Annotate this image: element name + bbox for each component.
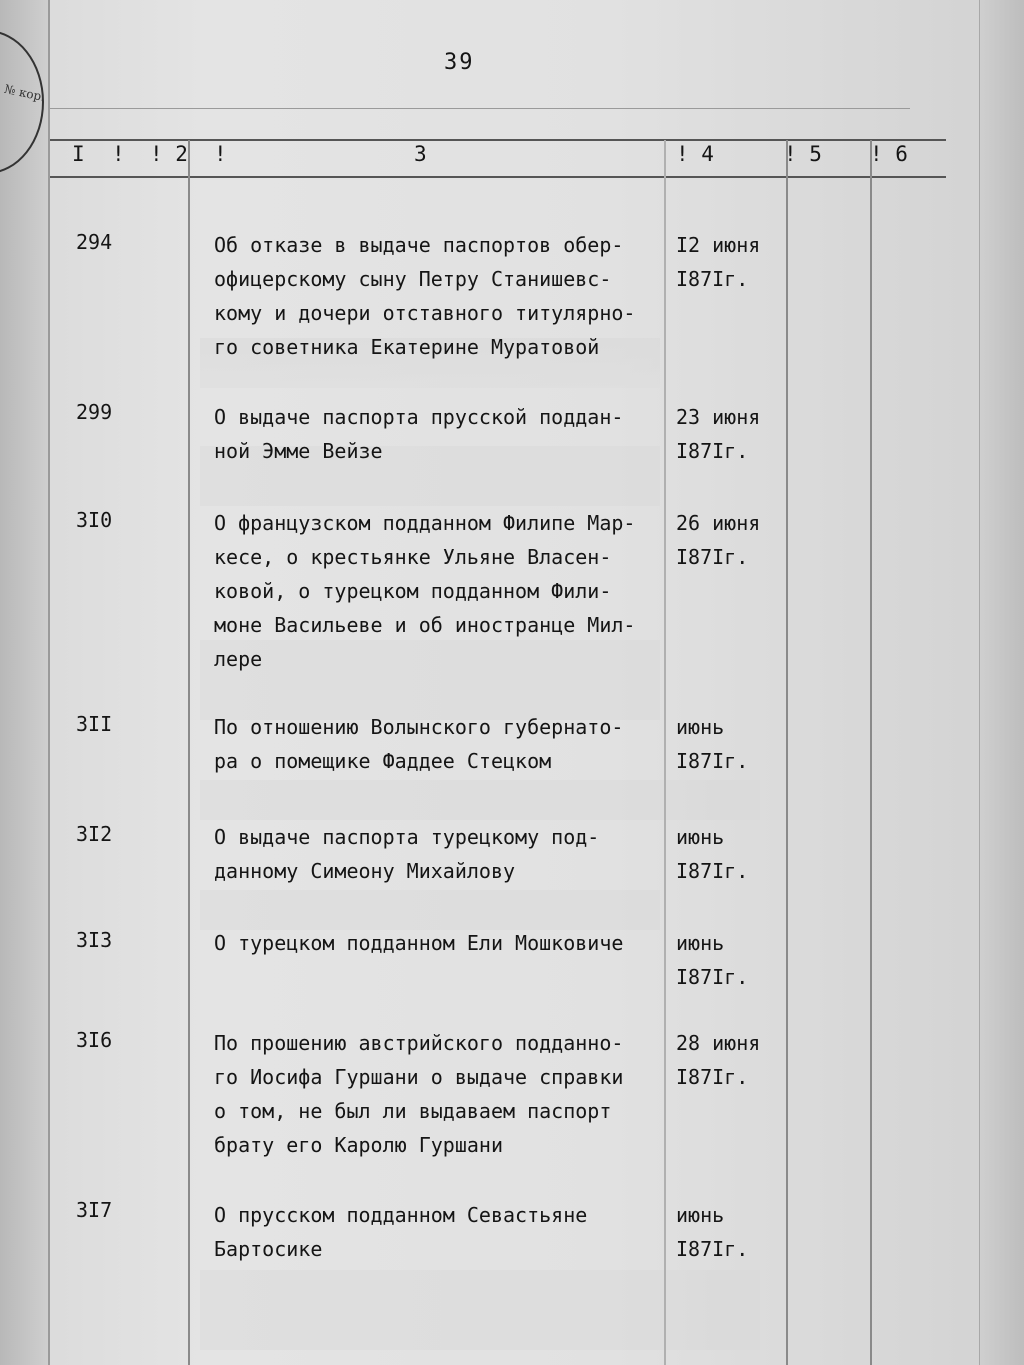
entry-line: ной Эмме Вейзе: [214, 439, 383, 463]
entry-description: [214, 228, 674, 364]
date-day: I2 июня: [676, 233, 761, 257]
date-year: I87Iг.: [676, 1237, 749, 1261]
date-day: 28 июня: [676, 1031, 761, 1055]
entry-line: лере: [214, 647, 263, 671]
date-day: июнь: [676, 825, 725, 849]
date-year: I87Iг.: [676, 859, 749, 883]
bleed-through: [200, 890, 660, 930]
entry-line: кому и дочери отставного титулярно-: [214, 301, 636, 325]
entry-number: 3I6: [76, 1028, 113, 1052]
binding-strip: [0, 0, 50, 1365]
entry-description: [214, 506, 674, 676]
date-day: июнь: [676, 1203, 725, 1227]
entry-date: [676, 506, 760, 574]
entry-line: Об отказе в выдаче паспортов обер-: [214, 233, 624, 257]
date-year: I87Iг.: [676, 545, 749, 569]
column-number: ! 5: [784, 142, 822, 166]
column-separator: [786, 140, 788, 1365]
entry-description: [214, 1198, 674, 1266]
entry-line: По прошению австрийского подданно-: [214, 1031, 624, 1055]
entry-line: О прусском подданном Севастьяне: [214, 1203, 588, 1227]
entry-line: о том, не был ли выдаваем паспорт: [214, 1099, 612, 1123]
date-day: июнь: [676, 715, 725, 739]
bleed-through: [200, 780, 760, 820]
entry-number: 3I7: [76, 1198, 113, 1222]
date-day: июнь: [676, 931, 725, 955]
entry-date: [676, 926, 748, 994]
entry-line: брату его Каролю Гуршани: [214, 1133, 503, 1157]
header-rule-top: [50, 108, 910, 109]
entry-number: 294: [76, 230, 113, 254]
date-day: 23 июня: [676, 405, 761, 429]
entry-line: кесе, о крестьянке Ульяне Власен-: [214, 545, 612, 569]
entry-date: [676, 1198, 748, 1266]
column-number: 3: [414, 142, 427, 166]
entry-date: [676, 820, 748, 888]
entry-line: ковой, о турецком подданном Фили-: [214, 579, 612, 603]
entry-date: [676, 710, 748, 778]
column-separator: [188, 140, 190, 1365]
entry-line: О выдаче паспорта турецкому под-: [214, 825, 600, 849]
entry-description: [214, 1026, 674, 1162]
entry-line: О турецком подданном Ели Мошковиче: [214, 931, 624, 955]
entry-line: данному Симеону Михайлову: [214, 859, 516, 883]
column-number: ! 6: [870, 142, 908, 166]
entry-line: го Иосифа Гуршани о выдаче справки: [214, 1065, 624, 1089]
entry-line: ра о помещике Фаддее Стецком: [214, 749, 552, 773]
entry-description: [214, 820, 674, 888]
date-day: 26 июня: [676, 511, 761, 535]
entry-line: О французском подданном Филипе Мар-: [214, 511, 636, 535]
column-number: I: [72, 142, 85, 166]
entry-number: 299: [76, 400, 113, 424]
column-separator-mark: !: [214, 142, 227, 166]
entry-line: офицерскому сыну Петру Станишевс-: [214, 267, 612, 291]
corner-label: № кор.: [2, 81, 47, 105]
column-separator-mark: !: [112, 142, 125, 166]
date-year: I87Iг.: [676, 439, 749, 463]
entry-line: моне Васильеве и об иностранце Мил-: [214, 613, 636, 637]
entry-date: [676, 228, 760, 296]
column-number: ! 4: [676, 142, 714, 166]
column-separator: [870, 140, 872, 1365]
header-rule: [50, 139, 946, 141]
page-number: 39: [444, 50, 475, 75]
entry-date: [676, 1026, 760, 1094]
entry-line: По отношению Волынского губернато-: [214, 715, 624, 739]
date-year: I87Iг.: [676, 1065, 749, 1089]
entry-line: О выдаче паспорта прусской поддан-: [214, 405, 624, 429]
entry-description: [214, 400, 674, 468]
entry-line: Бартосике: [214, 1237, 323, 1261]
bleed-through: [200, 1270, 760, 1350]
page-edge: [979, 0, 1024, 1365]
entry-number: 3II: [76, 712, 113, 736]
entry-date: [676, 400, 760, 468]
date-year: I87Iг.: [676, 965, 749, 989]
entry-description: [214, 926, 674, 960]
entry-number: 3I2: [76, 822, 113, 846]
entry-number: 3I0: [76, 508, 113, 532]
date-year: I87Iг.: [676, 267, 749, 291]
column-number: ! 2: [150, 142, 188, 166]
entry-description: [214, 710, 674, 778]
entry-number: 3I3: [76, 928, 113, 952]
date-year: I87Iг.: [676, 749, 749, 773]
header-rule-bottom: [50, 176, 946, 178]
entry-line: го советника Екатерине Муратовой: [214, 335, 600, 359]
